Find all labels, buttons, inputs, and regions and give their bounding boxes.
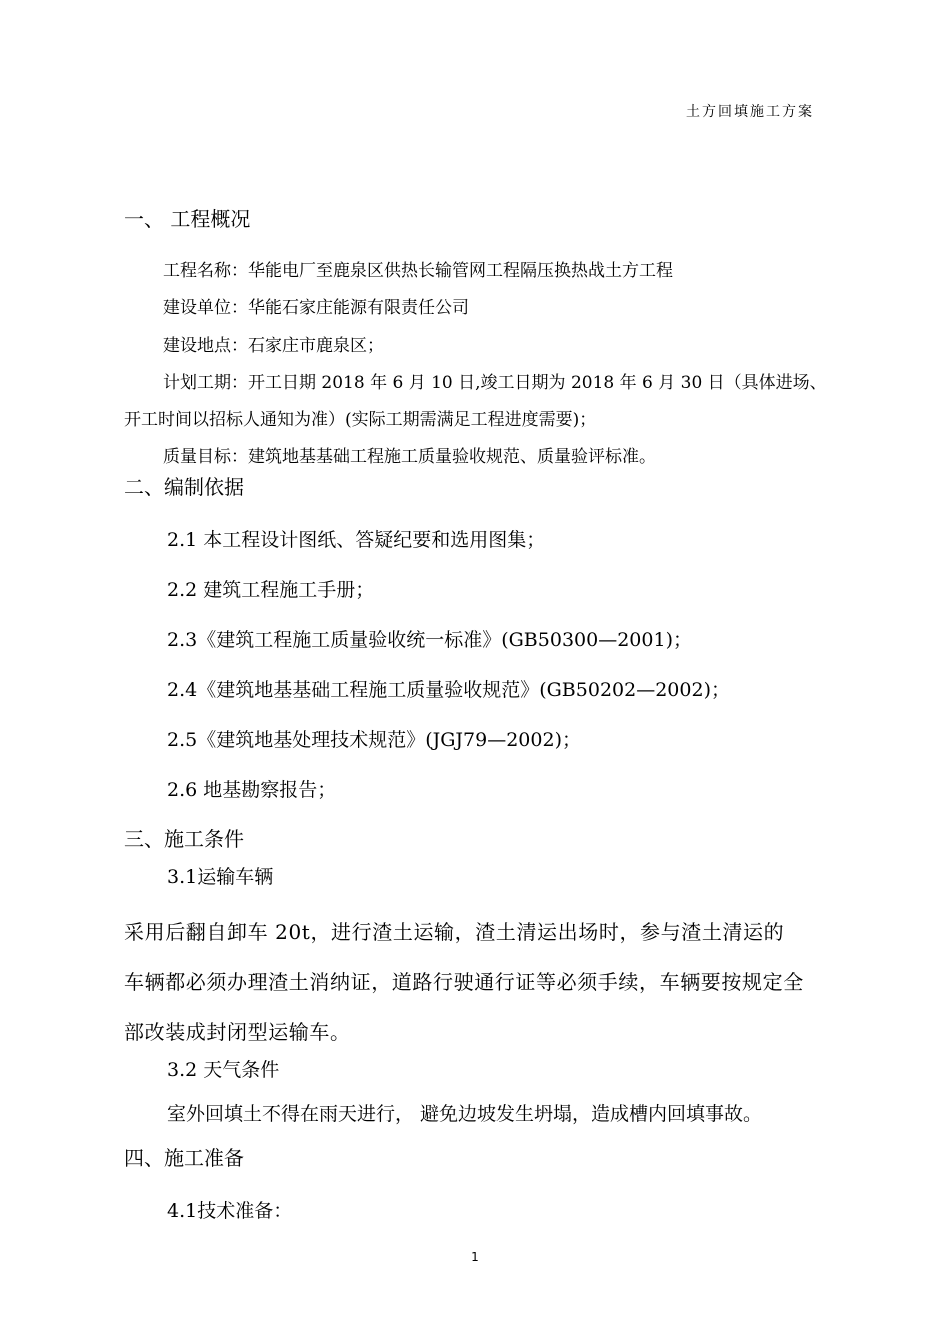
planned-schedule-line1: 计划工期：开工日期 2018 年 6 月 10 日,竣工日期为 2018 年 6 月 30 日（具体进场、 bbox=[163, 373, 827, 393]
construction-unit: 建设单位：华能石家庄能源有限责任公司 bbox=[163, 298, 469, 318]
weather-paragraph: 室外回填土不得在雨天进行， 避免边坡发生坍塌，造成槽内回填事故。 bbox=[167, 1103, 763, 1125]
section-heading-conditions: 三、施工条件 bbox=[124, 827, 244, 851]
basis-item: 2.3《建筑工程施工质量验收统一标准》(GB50300—2001)； bbox=[167, 629, 692, 651]
quality-target: 质量目标：建筑地基基础工程施工质量验收规范、质量验评标准。 bbox=[163, 447, 656, 467]
basis-item: 2.5《建筑地基处理技术规范》(JGJ79—2002)； bbox=[167, 729, 581, 751]
section-heading-preparation: 四、施工准备 bbox=[124, 1146, 244, 1170]
construction-location: 建设地点：石家庄市鹿泉区； bbox=[163, 336, 384, 356]
subheading-technical-preparation: 4.1技术准备： bbox=[167, 1200, 293, 1222]
basis-item: 2.4《建筑地基基础工程施工质量验收规范》(GB50202—2002)； bbox=[167, 679, 730, 701]
basis-item: 2.6 地基勘察报告； bbox=[167, 779, 337, 801]
vehicles-paragraph-line3: 部改装成封闭型运输车。 bbox=[124, 1020, 351, 1044]
subheading-weather: 3.2 天气条件 bbox=[167, 1059, 280, 1081]
vehicles-paragraph-line1: 采用后翻自卸车 20t，进行渣土运输，渣土清运出场时，参与渣土清运的 bbox=[124, 920, 785, 944]
planned-schedule-line2: 开工时间以招标人通知为准）(实际工期需满足工程进度需要)； bbox=[124, 410, 597, 430]
running-header: 土方回填施工方案 bbox=[686, 104, 814, 120]
page-number: 1 bbox=[471, 1250, 479, 1264]
project-name: 工程名称：华能电厂至鹿泉区供热长输管网工程隔压换热战土方工程 bbox=[163, 261, 673, 281]
basis-item: 2.2 建筑工程施工手册； bbox=[167, 579, 375, 601]
basis-item: 2.1 本工程设计图纸、答疑纪要和选用图集； bbox=[167, 529, 546, 551]
section-heading-basis: 二、编制依据 bbox=[124, 475, 244, 499]
section-heading-overview: 一、 工程概况 bbox=[124, 207, 251, 231]
subheading-vehicles: 3.1运输车辆 bbox=[167, 866, 274, 888]
vehicles-paragraph-line2: 车辆都必须办理渣土消纳证，道路行驶通行证等必须手续，车辆要按规定全 bbox=[124, 970, 804, 994]
